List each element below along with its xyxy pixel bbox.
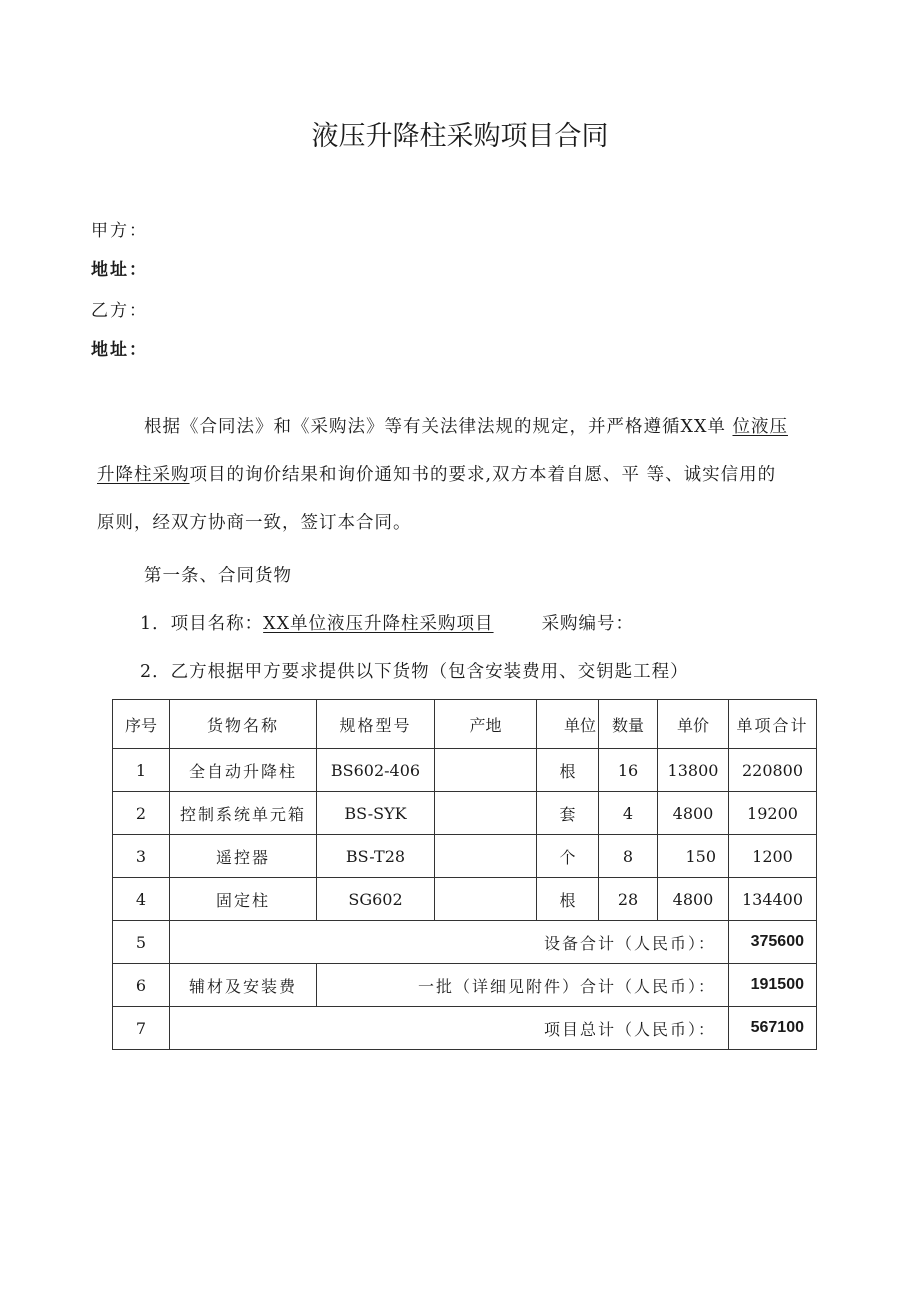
table-row: [113, 749, 817, 792]
header-cell: 货物名称: [170, 700, 317, 749]
table-header-row: [113, 700, 817, 749]
cell-index: 4: [113, 878, 170, 921]
header-cell: 单位: [537, 700, 599, 749]
cell-goods-name: 固定柱: [170, 878, 317, 921]
cell-index: 6: [113, 964, 170, 1007]
table-row-installation: [113, 964, 817, 1007]
cell-index: 7: [113, 1007, 170, 1050]
intro-line-2-underlined: 升降柱采购: [97, 465, 190, 485]
cell-origin: [435, 749, 537, 792]
installation-total-label: 一批（详细见附件）合计（人民币）：: [317, 964, 729, 1007]
cell-subtotal: 1200: [729, 835, 817, 878]
contract-title: 液压升降柱采购项目合同: [311, 121, 609, 152]
party-b-address-label: 地址：: [91, 340, 148, 360]
cell-origin: [435, 792, 537, 835]
installation-total-value: 191500: [729, 964, 817, 1007]
procurement-code-label: 采购编号：: [541, 614, 635, 634]
header-cell: 单项合计: [729, 700, 817, 749]
intro-paragraph: [97, 403, 849, 547]
cell-quantity: 16: [599, 749, 658, 792]
table-row: [113, 835, 817, 878]
intro-line-2: 项目的询价结果和询价通知书的要求,双方本着自愿、平 等、诚实信用的: [189, 465, 777, 485]
table-row-equipment-total: [113, 921, 817, 964]
equipment-total-label: 设备合计（人民币）：: [170, 921, 729, 964]
header-cell: 产地: [435, 700, 537, 749]
cell-quantity: 4: [599, 792, 658, 835]
cell-spec: BS-SYK: [317, 792, 435, 835]
cell-spec: BS-T28: [317, 835, 435, 878]
article-1-title: 第一条、合同货物: [144, 566, 292, 586]
cell-subtotal: 134400: [729, 878, 817, 921]
cell-subtotal: 220800: [729, 749, 817, 792]
cell-unit-price: 13800: [658, 749, 729, 792]
cell-origin: [435, 835, 537, 878]
header-cell: 单价: [658, 700, 729, 749]
header-cell: 规格型号: [317, 700, 435, 749]
item-2-number: 2: [140, 662, 153, 682]
cell-unit: 个: [537, 835, 599, 878]
item-2-text: ．乙方根据甲方要求提供以下货物（包含安装费用、交钥匙工程）: [152, 662, 689, 682]
cell-goods-name: 全自动升降柱: [170, 749, 317, 792]
header-cell: 序号: [113, 700, 170, 749]
goods-table: [112, 699, 817, 1050]
project-name-value: XX单位液压升降柱采购项目: [263, 614, 494, 634]
cell-index: 2: [113, 792, 170, 835]
table-row-project-total: [113, 1007, 817, 1050]
intro-line-1: 根据《合同法》和《采购法》等有关法律法规的规定，并严格遵循XX单: [144, 417, 733, 437]
project-total-label: 项目总计（人民币）：: [170, 1007, 729, 1050]
intro-line-3: 原则，经双方协商一致，签订本合同。: [97, 513, 412, 533]
party-a-address-label: 地址：: [91, 260, 148, 280]
cell-unit: 套: [537, 792, 599, 835]
cell-index: 3: [113, 835, 170, 878]
project-total-value: 567100: [729, 1007, 817, 1050]
cell-goods-name: 遥控器: [170, 835, 317, 878]
cell-unit: 根: [537, 749, 599, 792]
cell-subtotal: 19200: [729, 792, 817, 835]
cell-unit: 根: [537, 878, 599, 921]
cell-spec: BS602-406: [317, 749, 435, 792]
header-cell: 数量: [599, 700, 658, 749]
equipment-total-value: 375600: [729, 921, 817, 964]
cell-unit-price: 4800: [658, 792, 729, 835]
item-1-line: [140, 610, 634, 635]
cell-index: 1: [113, 749, 170, 792]
item-1-label: ．项目名称：: [152, 614, 264, 634]
cell-quantity: 8: [599, 835, 658, 878]
item-1-number: 1: [140, 614, 153, 634]
cell-goods-name: 控制系统单元箱: [170, 792, 317, 835]
party-b-label: 乙方：: [91, 301, 148, 321]
cell-spec: SG602: [317, 878, 435, 921]
table-row: [113, 792, 817, 835]
item-2-line: [140, 658, 689, 683]
cell-quantity: 28: [599, 878, 658, 921]
intro-line-1-underlined: 位液压: [732, 417, 788, 437]
cell-origin: [435, 878, 537, 921]
cell-unit-price: 150: [658, 835, 729, 878]
cell-index: 5: [113, 921, 170, 964]
party-a-label: 甲方：: [91, 221, 148, 241]
table-row: [113, 878, 817, 921]
installation-name: 辅材及安装费: [170, 964, 317, 1007]
cell-unit-price: 4800: [658, 878, 729, 921]
